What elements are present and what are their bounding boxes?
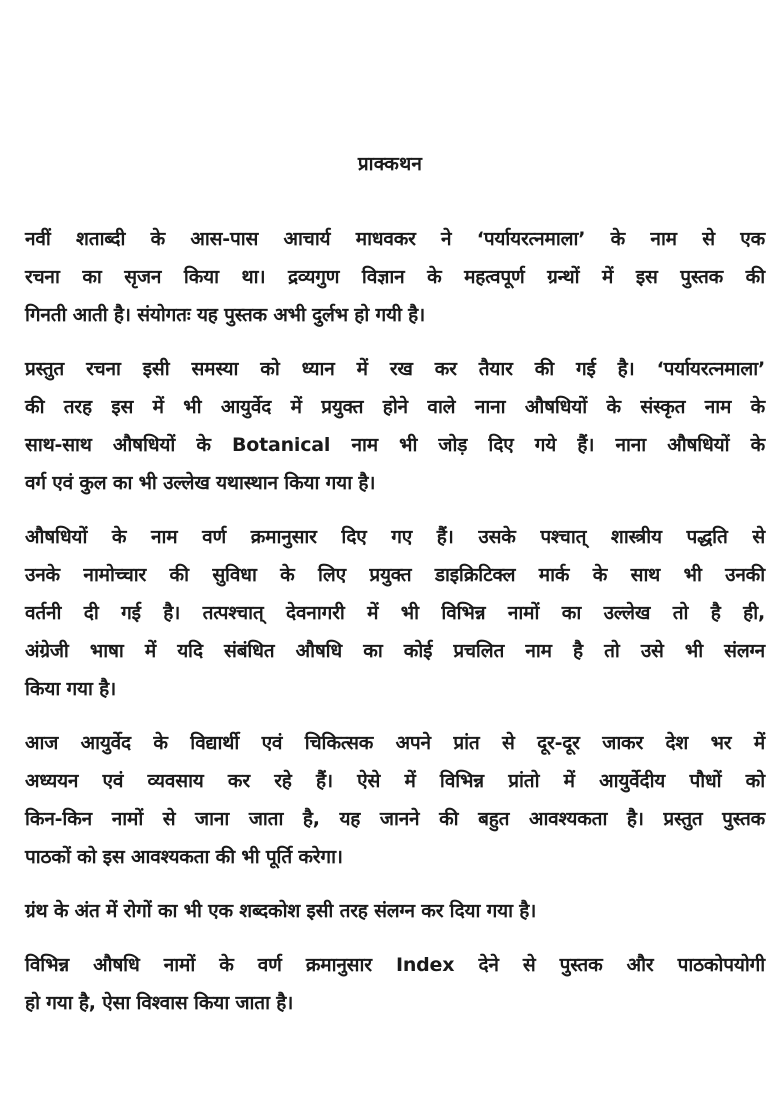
text-line: औषधियों के नाम वर्ण क्रमानुसार दिए गए हैं। उसके पश्चात् शास्त्रीय पद्धति से: [25, 526, 765, 548]
text-line: किन-किन नामों से जाना जाता है, यह जानने की बहुत आवश्यकता है। प्रस्तुत पुस्तक: [25, 808, 765, 830]
text-line: अंग्रेजी भाषा में यदि संबंधित औषधि का कोई प्रचलित नाम है तो उसे भी संलग्न: [25, 640, 765, 662]
text-line: ग्रंथ के अंत में रोगों का भी एक शब्दकोश इसी तरह संलग्न कर दिया गया है।: [25, 900, 537, 922]
text-line: किया गया है।: [25, 678, 117, 700]
page-title: प्राक्कथन: [357, 153, 423, 175]
paragraph-2: [25, 350, 765, 502]
paragraph-1: [25, 220, 765, 334]
paragraph-4: [25, 724, 765, 876]
text-line: आज आयुर्वेद के विद्यार्थी एवं चिकित्सक अपने प्रांत से दूर-दूर जाकर देश भर में: [25, 732, 765, 754]
text-line: वर्तनी दी गई है। तत्पश्चात् देवनागरी में भी विभिन्न नामों का उल्लेख तो है ही,: [25, 602, 765, 624]
paragraph-5: [25, 892, 765, 930]
text-line: अध्ययन एवं व्यवसाय कर रहे हैं। ऐसे में विभिन्न प्रांतो में आयुर्वेदीय पौधों को: [25, 770, 765, 792]
text-line: उनके नामोच्चार की सुविधा के लिए प्रयुक्त डाइक्रिटिक्ल मार्क के साथ भी उनकी: [25, 564, 765, 586]
text-line: विभिन्न औषधि नामों के वर्ण क्रमानुसार Index देने से पुस्तक और पाठकोपयोगी: [25, 954, 765, 976]
text-line: प्रस्तुत रचना इसी समस्या को ध्यान में रख कर तैयार की गई है। ‘पर्यायरत्नमाला’: [25, 358, 765, 380]
text-line: वर्ग एवं कुल का भी उल्लेख यथास्थान किया गया है।: [25, 472, 376, 494]
text-line: गिनती आती है। संयोगतः यह पुस्तक अभी दुर्लभ हो गयी है।: [25, 304, 426, 326]
text-line: साथ-साथ औषधियों के Botanical नाम भी जोड़ दिए गये हैं। नाना औषधियों के: [25, 434, 765, 456]
preface-body: [25, 220, 765, 1038]
paragraph-3: [25, 518, 765, 708]
text-line: की तरह इस में भी आयुर्वेद में प्रयुक्त होने वाले नाना औषधियों के संस्कृत नाम के: [25, 396, 765, 418]
text-line: नवीं शताब्दी के आस-पास आचार्य माधवकर ने ‘पर्यायरत्नमाला’ के नाम से एक: [25, 228, 765, 250]
paragraph-6: [25, 946, 765, 1022]
text-line: पाठकों को इस आवश्यकता की भी पूर्ति करेगा।: [25, 846, 343, 868]
text-line: रचना का सृजन किया था। द्रव्यगुण विज्ञान के महत्वपूर्ण ग्रन्थों में इस पुस्तक की: [25, 266, 765, 288]
text-line: हो गया है, ऐसा विश्वास किया जाता है।: [25, 992, 294, 1014]
